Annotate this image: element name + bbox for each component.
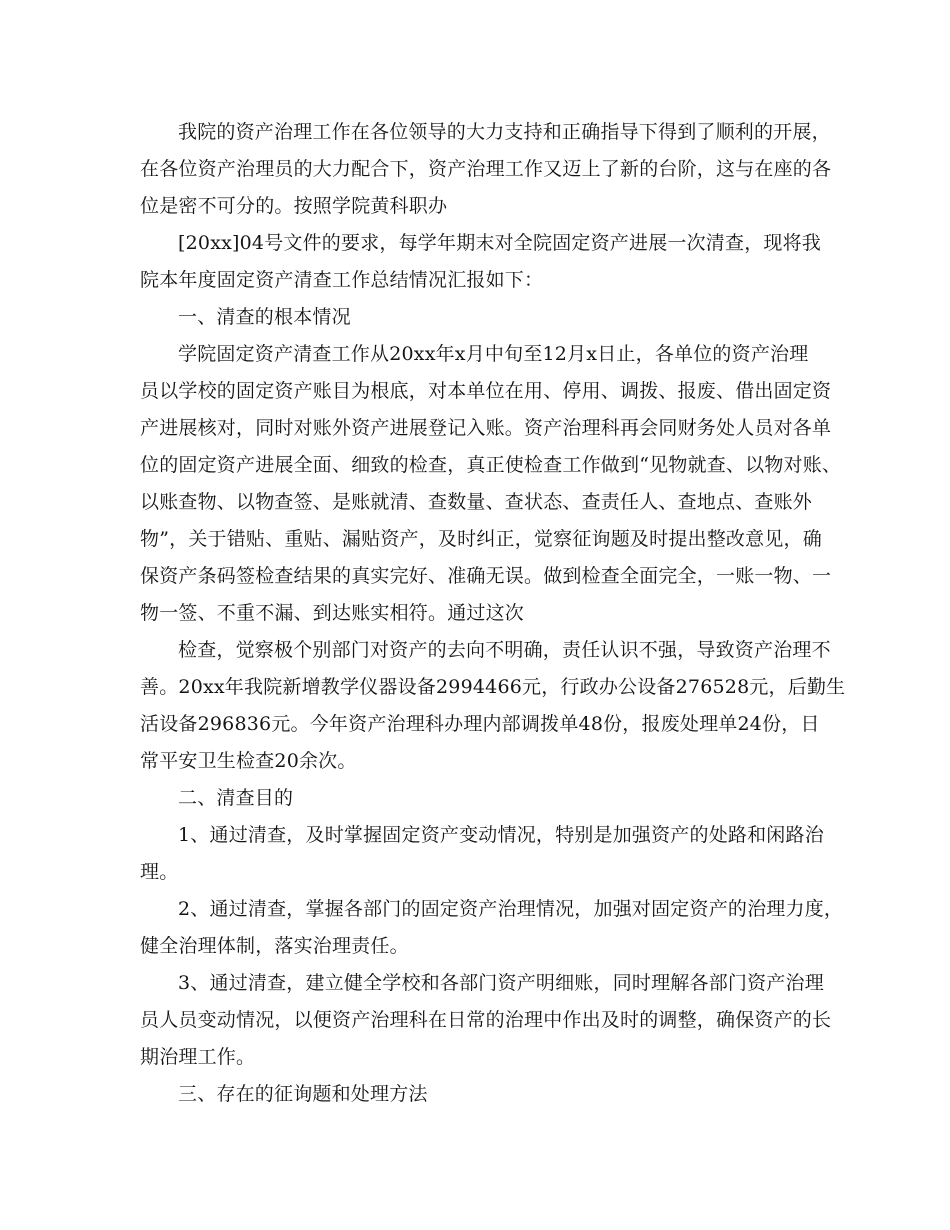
section-heading: 三、存在的征询题和处理方法 (178, 1083, 428, 1105)
paragraph-line: 善。20xx年我院新增教学仪器设备2994466元，行政办公设备276528元，后勤生 (140, 676, 846, 698)
paragraph-line: 物”，关于错贴、重贴、漏贴资产，及时纠正，觉察征询题及时提出整改意见，确 (140, 528, 822, 550)
paragraph-line: 院本年度固定资产清查工作总结情况汇报如下： (140, 269, 544, 291)
list-item-line: 3、通过清查，建立健全学校和各部门资产明细账，同时理解各部门资产治理 (178, 972, 824, 994)
paragraph-line: 活设备296836元。今年资产治理科办理内部调拨单48份，报废处理单24份，日 (140, 713, 820, 735)
list-item-line: 1、通过清查，及时掌握固定资产变动情况，特别是加强资产的处路和闲路治 (178, 824, 824, 846)
paragraph-line: 以账查物、以物查签、是账就清、查数量、查状态、查责任人、查地点、查账外 (140, 491, 813, 513)
paragraph-line: [20xx]04号文件的要求，每学年期末对全院固定资产进展一次清查，现将我 (178, 232, 822, 254)
document-body (140, 114, 846, 1113)
paragraph-line: 位的固定资产进展全面、细致的检查，真正使检查工作做到“见物就查、以物对账、 (140, 454, 842, 476)
list-item-line: 健全治理体制，落实治理责任。 (140, 935, 409, 957)
list-item-line: 期治理工作。 (140, 1046, 256, 1068)
paragraph-line: 位是密不可分的。按照学院黄科职办 (140, 195, 448, 217)
list-item-line: 2、通过清查，掌握各部门的固定资产治理情况，加强对固定资产的治理力度， (178, 898, 844, 920)
paragraph-line: 常平安卫生检查20余次。 (140, 750, 357, 772)
list-item-line: 理。 (140, 861, 179, 883)
section-heading: 二、清查目的 (178, 787, 294, 809)
section-heading: 一、清查的根本情况 (178, 306, 351, 328)
paragraph-line: 我院的资产治理工作在各位领导的大力支持和正确指导下得到了顺利的开展， (178, 121, 831, 143)
paragraph-line: 员以学校的固定资产账目为根底，对本单位在用、停用、调拨、报废、借出固定资 (140, 380, 832, 402)
paragraph-line: 学院固定资产清查工作从20xx年x月中旬至12月x日止，各单位的资产治理 (178, 343, 809, 365)
paragraph-line: 检查，觉察极个别部门对资产的去向不明确，责任认识不强，导致资产治理不 (178, 639, 831, 661)
paragraph-line: 在各位资产治理员的大力配合下，资产治理工作又迈上了新的台阶，这与在座的各 (140, 158, 832, 180)
paragraph-line: 产进展核对，同时对账外资产进展登记入账。资产治理科再会同财务处人员对各单 (140, 417, 832, 439)
list-item-line: 员人员变动情况，以便资产治理科在日常的治理中作出及时的调整，确保资产的长 (140, 1009, 832, 1031)
paragraph-line: 保资产条码签检查结果的真实完好、准确无误。做到检查全面完全，一账一物、一 (140, 565, 832, 587)
paragraph-line: 物一签、不重不漏、到达账实相符。通过这次 (140, 602, 525, 624)
